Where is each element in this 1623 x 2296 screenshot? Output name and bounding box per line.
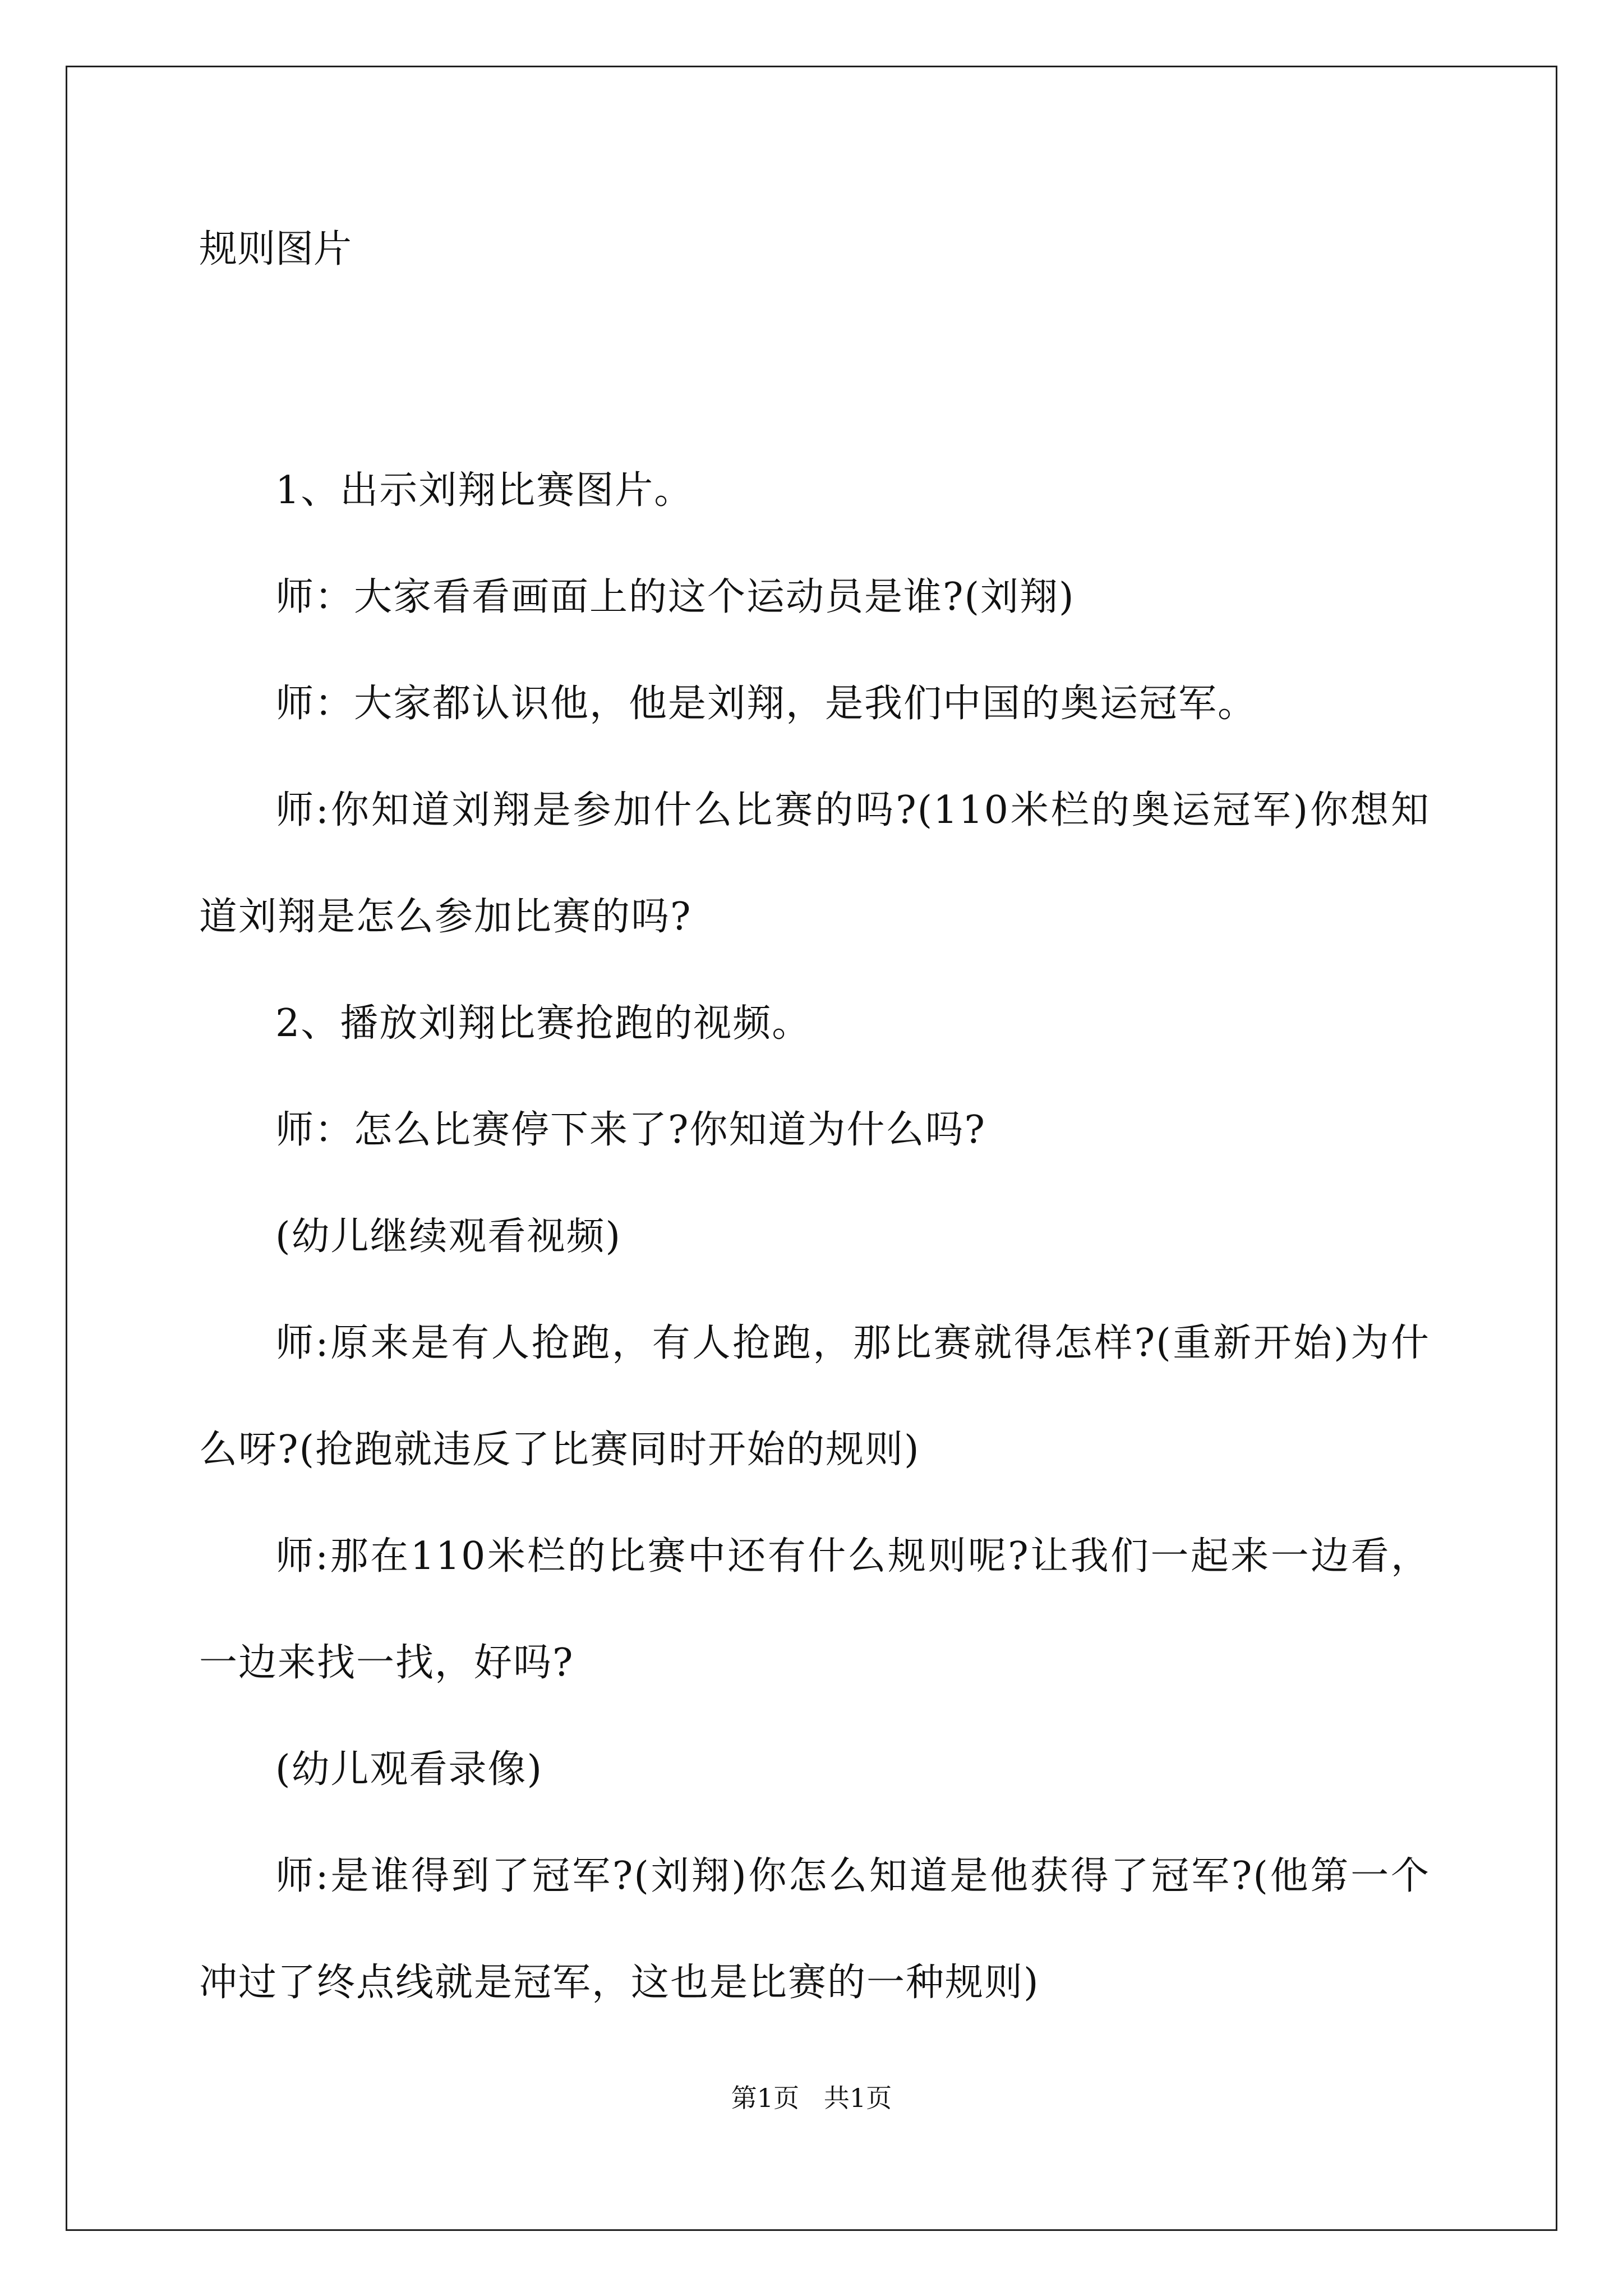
paragraph: 师:你知道刘翔是参加什么比赛的吗?(110米栏的奥运冠军)你想知道刘翔是怎么参加比赛的吗? [199, 788, 1430, 939]
paragraph: (幼儿观看录像) [275, 1747, 543, 1792]
paragraph: 师：大家都认识他，他是刘翔，是我们中国的奥运冠军。 [275, 682, 1257, 726]
paragraph: 师:那在110米栏的比赛中还有什么规则呢?让我们一起来一边看，一边来找一找，好吗? [199, 1534, 1430, 1685]
page-footer: 第1页 共1页 [731, 2083, 892, 2113]
paragraph: 师：大家看看画面上的这个运动员是谁?(刘翔) [275, 575, 1075, 619]
paragraph: (幼儿继续观看视频) [275, 1214, 622, 1259]
paragraph: 师：怎么比赛停下来了?你知道为什么吗? [275, 1108, 986, 1152]
paragraph: 2、播放刘翔比赛抢跑的视频。 [275, 1001, 811, 1046]
paragraph: 1、出示刘翔比赛图片。 [275, 468, 694, 513]
paragraph: 师:原来是有人抢跑，有人抢跑，那比赛就得怎样?(重新开始)为什么呀?(抢跑就违反了比赛同时开始的规则) [199, 1321, 1430, 1472]
paragraph: 师:是谁得到了冠军?(刘翔)你怎么知道是他获得了冠军?(他第一个冲过了终点线就是冠军，这也是比赛的一种规则) [199, 1854, 1430, 2005]
document-title: 规则图片 [199, 227, 352, 272]
document-body [199, 438, 1430, 2036]
